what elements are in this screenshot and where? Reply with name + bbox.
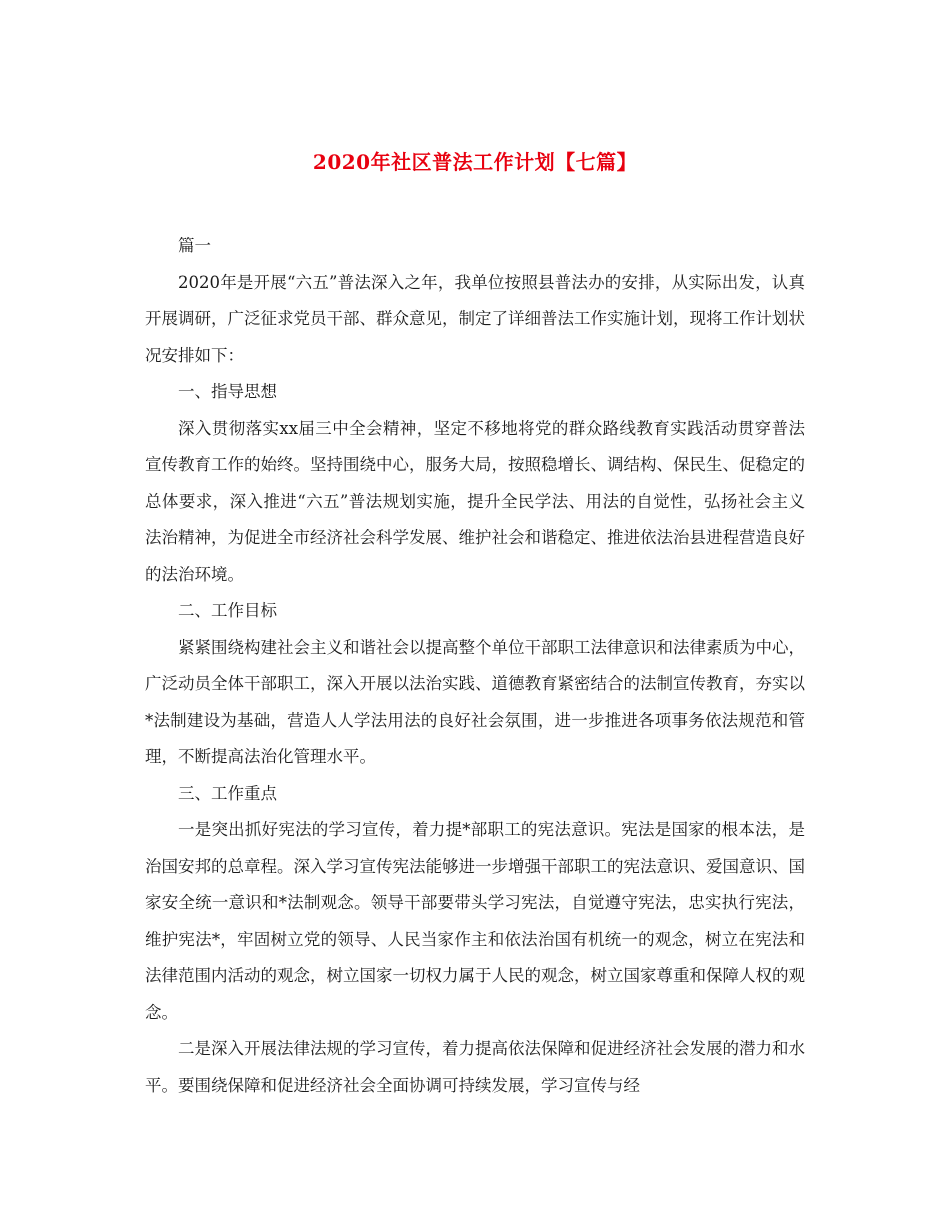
- paragraph-focus-one: 一是突出抓好宪法的学习宣传，着力提*部职工的宪法意识。宪法是国家的根本法，是治国安邦的总章程。深入学习宣传宪法能够进一步增强干部职工的宪法意识、爱国意识、国家安全统一意识和*法制观念。领导干部要带头学习宪法，自觉遵守宪法，忠实执行宪法，维护宪法*，牢固树立党的领导、人民当家作主和依法治国有机统一的观念，树立在宪法和法律范围内活动的观念，树立国家一切权力属于人民的观念，树立国家尊重和保障人权的观念。: [145, 820, 805, 1022]
- paragraph-work-goals: 紧紧围绕构建社会主义和谐社会以提高整个单位干部职工法律意识和法律素质为中心，广泛动员全体干部职工，深入开展以法治实践、道德教育紧密结合的法制宣传教育，夯实以*法制建设为基础，营造人人学法用法的良好社会氛围，进一步推进各项事务依法规范和管理，不断提高法治化管理水平。: [145, 637, 805, 766]
- heading-work-goals: 二、工作目标: [178, 601, 277, 620]
- document-body: [145, 228, 805, 1104]
- paragraph-focus-two: 二是深入开展法律法规的学习宣传，着力提高依法保障和促进经济社会发展的潜力和水平。要围绕保障和促进经济社会全面协调可持续发展，学习宣传与经: [145, 1039, 805, 1095]
- document-title: 2020年社区普法工作计划【七篇】: [312, 150, 638, 174]
- heading-work-focus: 三、工作重点: [178, 783, 277, 803]
- paragraph-guiding-thought: 深入贯彻落实xx届三中全会精神，坚定不移地将党的群众路线教育实践活动贯穿普法宣传教育工作的始终。坚持围绕中心，服务大局，按照稳增长、调结构、保民生、促稳定的总体要求，深入推进“六五”普法规划实施，提升全民学法、用法的自觉性，弘扬社会主义法治精神，为促进全市经济社会科学发展、维护社会和谐稳定、推进依法治县进程营造良好的法治环境。: [145, 418, 805, 584]
- paragraph-intro: 2020年是开展“六五”普法深入之年，我单位按照县普法办的安排，从实际出发，认真开展调研，广泛征求党员干部、群众意见，制定了详细普法工作实施计划，现将工作计划状况安排如下：: [145, 272, 805, 365]
- heading-guiding-thought: 一、指导思想: [178, 382, 277, 401]
- section-label: 篇一: [178, 236, 211, 255]
